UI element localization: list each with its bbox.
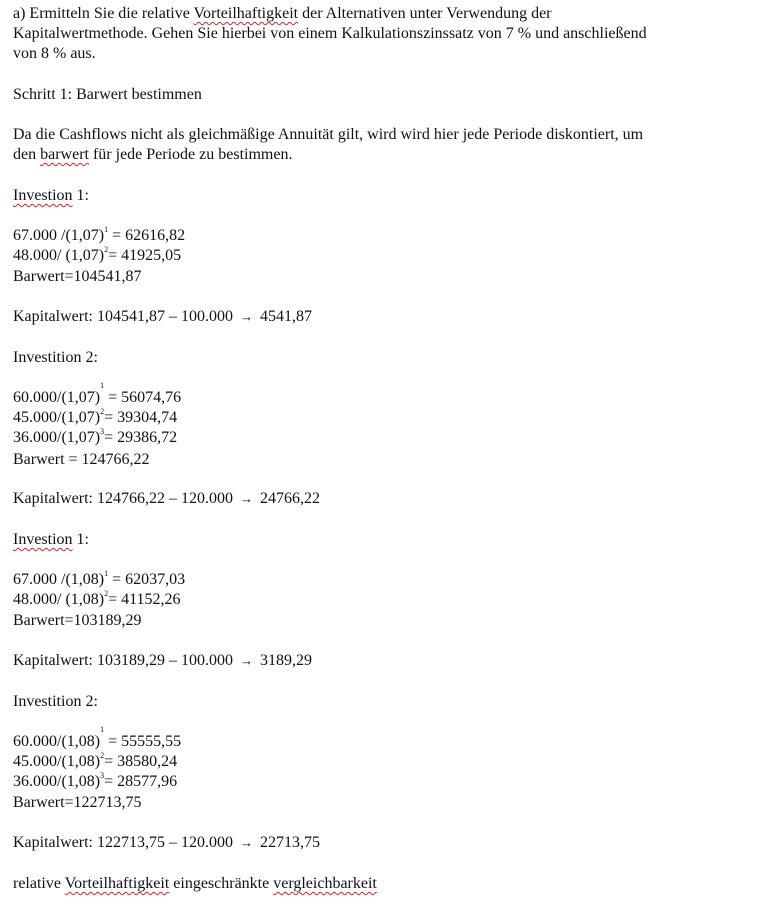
explain-line-1: Da die Cashflows nicht als gleichmäßige Annuität gilt, wird wird hier jede Periode diskontiert, um [13,126,644,143]
intro-line-3: von 8 % aus. [13,45,96,62]
barwert-line: Barwert = 124766,22 [13,451,150,468]
barwert-line: Barwert=104541,87 [13,268,142,285]
calc-row: $45.000/(1,07)^2= 39304,74$ [13,407,178,426]
step-heading: Schritt 1: Barwert bestimmen [13,86,202,103]
barwert-line: Barwert=103189,29 [13,612,142,629]
section-heading: Investion 1: [13,531,89,548]
spellcheck-word: Vorteilhaftigkeit [64,875,170,892]
intro-line-1: a) Ermitteln Sie die relative Vorteilhaftigkeit der Alternativen unter Verwendung der [13,5,552,22]
calc-row: 48.000/ $(1,08)^2= 41152,26$ [13,589,181,608]
spellcheck-word: vergleichbarkeit [273,875,377,892]
calc-row: $60.000/(1,08)^1 = 55555,55$ [13,725,182,750]
calc-row: 67.000 $/(1,08)^1 = 62037,03$ [13,569,186,588]
conclusion-line: relative Vorteilhaftigkeit eingeschränkte vergleichbarkeit [13,875,377,892]
calc-row: 67.000 $/(1,07)^1 = 62616,82$ [13,225,186,244]
right-arrow-icon: → [239,491,253,506]
kapitalwert-line: Kapitalwert: 124766,22 – 120.000 → 24766,22 [13,490,320,507]
calc-row: 48.000/ $(1,07)^2= 41925,05$ [13,245,182,264]
section-heading: Investition 2: [13,349,98,366]
right-arrow-icon: → [239,309,253,324]
calc-row: $36.000/(1,08)^3= 28577,96$ [13,771,178,790]
calc-row: $60.000/(1,07)^1 = 56074,76$ [13,381,182,406]
kapitalwert-line: Kapitalwert: 103189,29 – 100.000 → 3189,29 [13,652,312,669]
barwert-line: Barwert=122713,75 [13,794,142,811]
section-heading: Investion 1: [13,187,89,204]
kapitalwert-line: Kapitalwert: 104541,87 – 100.000 → 4541,87 [13,308,312,325]
calc-row: $45.000/(1,08)^2= 38580,24$ [13,751,178,770]
calc-row: $36.000/(1,07)^3= 29386,72$ [13,427,178,446]
right-arrow-icon: → [239,653,253,668]
spellcheck-word: Vorteilhaftigkeit [193,5,299,22]
spellcheck-word: Investion [13,531,73,548]
explain-line-2: den barwert für jede Periode zu bestimmen. [13,146,293,163]
kapitalwert-line: Kapitalwert: 122713,75 – 120.000 → 22713,75 [13,834,320,851]
intro-line-2: Kapitalwertmethode. Gehen Sie hierbei von einem Kalkulationszinssatz von 7 % und anschließend [13,25,647,42]
spellcheck-word: Investion [13,187,73,204]
right-arrow-icon: → [239,835,253,850]
section-heading: Investition 2: [13,693,98,710]
spellcheck-word: barwert [40,146,89,163]
